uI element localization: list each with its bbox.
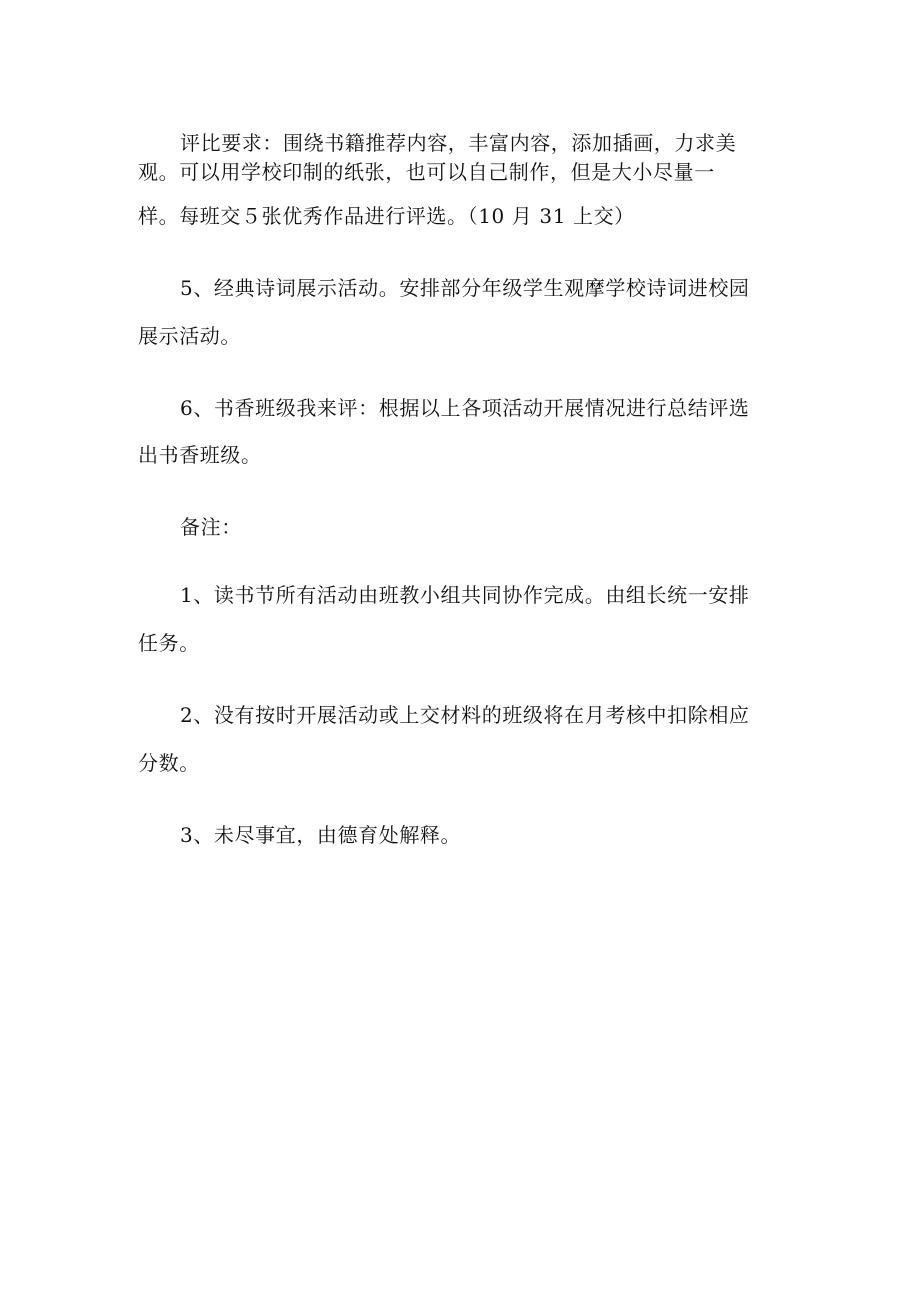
note-3-line-1: 3、未尽事宜，由德育处解释。 [180,823,462,847]
item-6-line-2: 出书香班级。 [138,443,262,467]
evaluation-requirements-line-1: 评比要求：围绕书籍推荐内容，丰富内容，添加插画，力求美 [180,131,737,155]
note-2-line-1: 2、没有按时开展活动或上交材料的班级将在月考核中扣除相应 [180,703,750,727]
item-5-line-2: 展示活动。 [138,324,241,348]
notes-heading: 备注： [180,515,242,539]
note-2-line-2: 分数。 [138,751,200,775]
item-5-line-1: 5、经典诗词展示活动。安排部分年级学生观摩学校诗词进校园 [180,276,750,300]
note-1-line-1: 1、读书节所有活动由班教小组共同协作完成。由组长统一安排 [180,583,750,607]
evaluation-requirements-line-2: 观。可以用学校印制的纸张，也可以自己制作，但是大小尽量一 [138,160,715,184]
evaluation-requirements-line-3: 样。每班交５张优秀作品进行评选。（10 月 31 上交） [138,204,635,228]
item-6-line-1: 6、书香班级我来评：根据以上各项活动开展情况进行总结评选 [180,396,750,420]
note-1-line-2: 任务。 [138,631,200,655]
